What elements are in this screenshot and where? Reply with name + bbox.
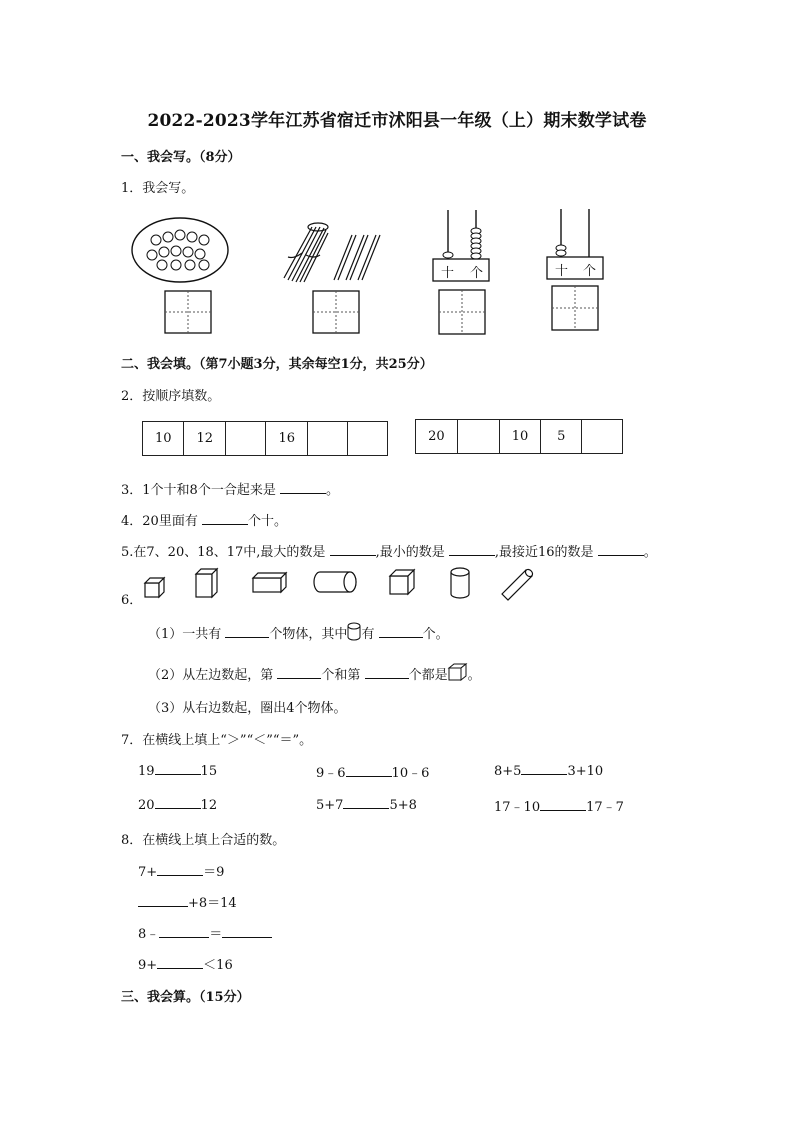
q6-part-3: （3）从右边数起，圈出4个物体。 — [148, 701, 347, 716]
seq2-blank-cell[interactable] — [582, 420, 622, 453]
section-3-heading: 三、我会算。（15分） — [121, 990, 250, 1005]
q4-answer-blank[interactable] — [202, 512, 248, 525]
q6-p2-mid: 个和第 — [321, 668, 361, 683]
q7-right: 10﹣6 — [391, 766, 430, 781]
q6-p1-has: 有 — [361, 627, 375, 642]
abacus-2-ones-label: 个 — [583, 264, 597, 279]
q8-row-1 — [138, 861, 224, 880]
tall-cuboid-icon — [196, 569, 217, 597]
cube-icon — [390, 570, 414, 594]
q8-r2-post: +8＝14 — [188, 896, 237, 911]
q6-p2-end: 。 — [467, 668, 481, 683]
sequence-row-2 — [415, 419, 623, 454]
q7-right: 17﹣7 — [586, 800, 624, 815]
q7-left: 8+5 — [494, 764, 522, 779]
section-2-heading: 二、我会填。（第7小题3分，其余每空1分，共25分） — [121, 357, 433, 372]
q6-p1-mid: 个物体，其中 — [269, 627, 348, 642]
q7-left: 17﹣10 — [494, 800, 541, 815]
q8-r3-blank-2[interactable] — [222, 925, 272, 938]
q7-item — [316, 796, 417, 813]
q6-p1-text: （1）一共有 — [148, 627, 222, 642]
q6-part-1 — [148, 622, 449, 642]
seq1-cell: 12 — [184, 422, 225, 455]
q6-p2-post: 个都是 — [408, 668, 448, 683]
q7-right: 12 — [200, 798, 218, 813]
q3-answer-blank[interactable] — [280, 481, 326, 494]
sticks-bundle-figure — [284, 223, 380, 282]
q8-r3-pre: 8﹣ — [138, 927, 160, 942]
q8-r3-mid: ＝ — [209, 927, 223, 942]
q3-line — [121, 479, 339, 498]
q6-position-1-blank[interactable] — [277, 666, 321, 679]
seq2-cell: 5 — [541, 420, 582, 453]
q6-solids-row — [140, 566, 540, 606]
q7-item — [316, 762, 429, 781]
q6-p2-text: （2）从左边数起，第 — [148, 668, 274, 683]
small-cube-icon — [145, 578, 164, 597]
q3-end: 。 — [325, 483, 339, 498]
q8-r3-blank-1[interactable] — [159, 925, 209, 938]
q6-total-blank[interactable] — [225, 625, 269, 638]
q5-closest-blank[interactable] — [598, 543, 644, 556]
q5-mid2: ,最接近16的数是 — [494, 545, 594, 560]
abacus-1-tens-label: 十 — [441, 266, 455, 281]
seq1-blank-cell[interactable] — [226, 422, 267, 455]
answer-box-4[interactable] — [552, 286, 598, 330]
cube-icon — [448, 663, 468, 681]
q5-min-blank[interactable] — [449, 543, 495, 556]
q7-left: 19 — [138, 764, 155, 779]
abacus-1-ones-label: 个 — [470, 266, 484, 281]
q7-compare-blank[interactable] — [155, 796, 201, 809]
q7-compare-blank[interactable] — [540, 798, 586, 811]
q8-row-3 — [138, 923, 272, 942]
q7-right: 15 — [200, 764, 218, 779]
seq1-blank-cell[interactable] — [348, 422, 387, 455]
seq2-blank-cell[interactable] — [458, 420, 500, 453]
q8-r1-blank[interactable] — [157, 863, 203, 876]
q7-item — [494, 796, 624, 815]
q6-p1-end: 个。 — [422, 627, 449, 642]
sequence-row-1 — [142, 421, 388, 456]
q5-end: 。 — [643, 545, 657, 560]
slanted-cylinder-icon — [502, 568, 534, 600]
q3-text: 3．1个十和8个一合起来是 — [121, 483, 276, 498]
q6-part-2 — [148, 663, 481, 683]
q7-compare-blank[interactable] — [346, 764, 392, 777]
page-title: 2022-2023学年江苏省宿迁市沭阳县一年级（上）期末数学试卷 — [147, 111, 647, 131]
q7-compare-blank[interactable] — [155, 762, 201, 775]
q7-left: 9﹣6 — [316, 766, 346, 781]
q5-mid1: ,最小的数是 — [375, 545, 445, 560]
q7-item — [494, 762, 603, 779]
q8-r4-pre: 9+ — [138, 958, 158, 973]
q6-cylinder-count-blank[interactable] — [379, 625, 423, 638]
q2-label: 2．按顺序填数。 — [121, 389, 221, 404]
q4-end: 个十。 — [247, 514, 287, 529]
flat-cuboid-icon — [253, 573, 286, 592]
q5-line — [121, 541, 657, 560]
q8-row-2 — [138, 892, 237, 911]
q7-right: 5+8 — [389, 798, 417, 813]
answer-box-2[interactable] — [313, 291, 359, 333]
q7-label: 7．在横线上填上“＞”“＜”“＝”。 — [121, 733, 313, 748]
q8-row-4 — [138, 954, 233, 973]
seq1-cell: 16 — [266, 422, 307, 455]
q7-compare-blank[interactable] — [343, 796, 389, 809]
q5-max-blank[interactable] — [330, 543, 376, 556]
answer-box-1[interactable] — [165, 291, 211, 333]
section-1-heading: 一、我会写。（8分） — [121, 150, 241, 165]
q8-label: 8．在横线上填上合适的数。 — [121, 833, 286, 848]
answer-box-3[interactable] — [439, 290, 485, 334]
q8-r1-post: ＝9 — [203, 865, 225, 880]
q8-r4-blank[interactable] — [157, 956, 203, 969]
q4-line — [121, 510, 287, 529]
q8-r2-blank[interactable] — [138, 894, 188, 907]
q6-label: 6． — [121, 593, 143, 608]
cylinder-icon — [347, 622, 361, 640]
seq2-cell: 20 — [416, 420, 458, 453]
seq2-cell: 10 — [500, 420, 542, 453]
q7-item — [138, 762, 217, 779]
q4-text: 4．20里面有 — [121, 514, 198, 529]
q7-right: 3+10 — [567, 764, 604, 779]
abacus-2-tens-label: 十 — [555, 264, 569, 279]
q7-compare-blank[interactable] — [521, 762, 567, 775]
q5-text: 5.在7、20、18、17中,最大的数是 — [121, 545, 326, 560]
apple-plate-figure — [132, 218, 228, 282]
horizontal-cylinder-icon — [314, 572, 356, 592]
q7-left: 5+7 — [316, 798, 344, 813]
q1-label: 1．我会写。 — [121, 181, 195, 196]
q8-r1-pre: 7+ — [138, 865, 158, 880]
q8-r4-post: ＜16 — [203, 958, 233, 973]
q6-position-2-blank[interactable] — [365, 666, 409, 679]
seq1-blank-cell[interactable] — [308, 422, 349, 455]
q7-item — [138, 796, 217, 813]
q7-left: 20 — [138, 798, 155, 813]
vertical-cylinder-icon — [451, 568, 469, 598]
seq1-cell: 10 — [143, 422, 184, 455]
